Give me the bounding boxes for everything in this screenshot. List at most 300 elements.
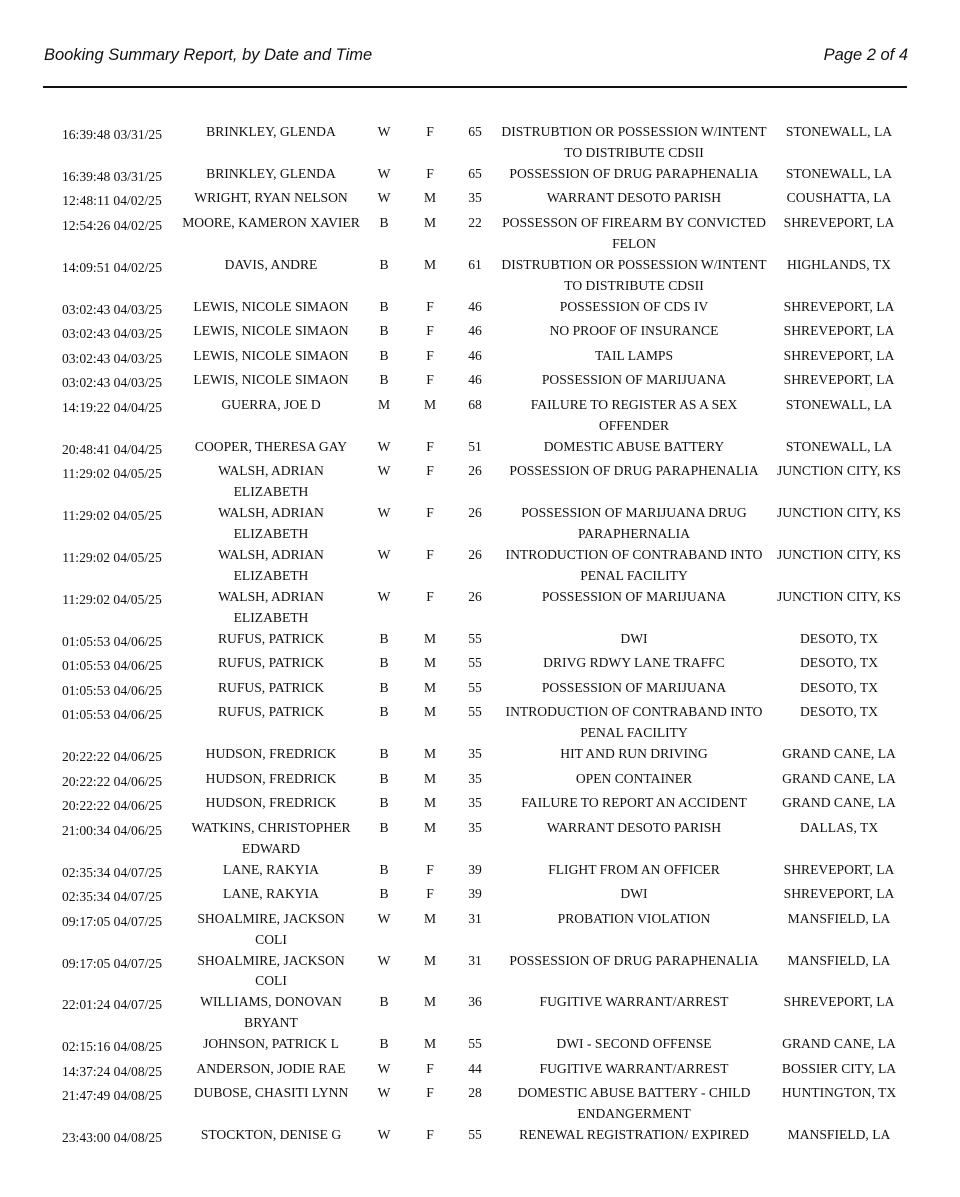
city: SHREVEPORT, LA (783, 861, 895, 877)
inmate-name-line: JOHNSON, PATRICK L (203, 1036, 339, 1052)
charge-line: POSSESSON OF FIREARM BY CONVICTED (502, 214, 766, 230)
charge (496, 744, 772, 765)
sex: M (423, 1036, 437, 1052)
city: DESOTO, TX (799, 679, 879, 695)
age: 46 (468, 298, 482, 314)
city: SHREVEPORT, LA (783, 886, 895, 902)
age: 46 (468, 323, 482, 339)
charge-line: FELON (612, 235, 656, 251)
charge-line: OFFENDER (598, 417, 670, 433)
table-row (0, 370, 960, 395)
inmate-name-line: EDWARD (241, 840, 301, 856)
race: W (377, 546, 391, 562)
inmate-name (175, 818, 367, 860)
charge-line: OPEN CONTAINER (575, 770, 693, 786)
race: W (377, 952, 391, 968)
inmate-name-line: COLI (255, 931, 287, 947)
sex: F (426, 323, 434, 339)
charge (496, 909, 772, 930)
race: W (377, 910, 391, 926)
race: B (379, 679, 389, 695)
age: 35 (468, 795, 482, 811)
charge (496, 255, 772, 297)
inmate-name-line: HUDSON, FREDRICK (205, 795, 337, 811)
age: 39 (468, 861, 482, 877)
charge (496, 1083, 772, 1125)
charge-line: POSSESSION OF MARIJUANA (541, 588, 727, 604)
table-row (0, 587, 960, 629)
inmate-name-line: LANE, RAKYIA (223, 886, 319, 902)
booking-datetime: 01:05:53 04/06/25 (61, 682, 163, 698)
booking-datetime: 02:15:16 04/08/25 (61, 1039, 163, 1055)
charge (496, 818, 772, 839)
charge (496, 769, 772, 790)
inmate-name-line: BRINKLEY, GLENDA (206, 124, 336, 139)
charge-line: WARRANT DESOTO PARISH (546, 819, 722, 835)
sex: F (426, 438, 434, 454)
table-row (0, 395, 960, 437)
race: B (379, 630, 389, 646)
booking-datetime: 11:29:02 04/05/25 (62, 591, 162, 607)
sex: F (426, 861, 434, 877)
booking-datetime: 20:22:22 04/06/25 (61, 798, 163, 814)
city: MANSFIELD, LA (787, 910, 891, 926)
race: W (377, 1085, 391, 1101)
inmate-name-line: LANE, RAKYIA (223, 861, 319, 877)
age: 36 (468, 994, 482, 1010)
sex: M (423, 679, 437, 695)
table-row (0, 678, 960, 703)
header-divider (43, 86, 907, 88)
city: MANSFIELD, LA (787, 952, 891, 968)
table-row (0, 769, 960, 794)
table-row (0, 255, 960, 297)
report-title: Booking Summary Report, by Date and Time (44, 46, 373, 64)
inmate-name (175, 370, 367, 391)
inmate-name-line: GUERRA, JOE D (221, 396, 321, 412)
age: 61 (468, 256, 482, 272)
charge-line: TO DISTRIBUTE CDSII (564, 277, 704, 293)
inmate-name-line: DUBOSE, CHASITI LYNN (193, 1085, 349, 1101)
city: GRAND CANE, LA (782, 795, 896, 811)
charge-line: POSSESSION OF DRUG PARAPHENALIA (509, 165, 759, 181)
inmate-name-line: STOCKTON, DENISE G (200, 1127, 342, 1143)
age: 55 (468, 655, 482, 671)
table-row (0, 346, 960, 371)
booking-datetime: 16:39:48 03/31/25 (61, 168, 163, 184)
race: W (377, 588, 391, 604)
age: 55 (468, 679, 482, 695)
booking-datetime: 14:37:24 04/08/25 (61, 1063, 163, 1079)
charge-line: NO PROOF OF INSURANCE (549, 323, 719, 339)
charge-line: PENAL FACILITY (580, 567, 688, 583)
booking-datetime: 02:35:34 04/07/25 (61, 889, 163, 905)
race: W (377, 438, 391, 454)
booking-datetime: 14:19:22 04/04/25 (61, 399, 163, 415)
inmate-name-line: LEWIS, NICOLE SIMAON (193, 372, 349, 388)
race: B (379, 770, 389, 786)
race: W (377, 463, 391, 479)
charge-line: POSSESSION OF MARIJUANA (541, 679, 727, 695)
city: STONEWALL, LA (785, 396, 893, 412)
booking-datetime: 20:48:41 04/04/25 (61, 441, 163, 457)
booking-datetime: 21:00:34 04/06/25 (61, 822, 163, 838)
age: 55 (468, 1036, 482, 1052)
charge (496, 992, 772, 1013)
inmate-name-line: ELIZABETH (233, 567, 309, 583)
age: 51 (468, 438, 482, 454)
race: B (379, 704, 389, 720)
inmate-name (175, 545, 367, 587)
inmate-name-line: COOPER, THERESA GAY (194, 438, 348, 454)
charge-line: DISTRUBTION OR POSSESSION W/INTENT (501, 124, 767, 139)
charge-line: DWI (620, 630, 648, 646)
charge (496, 951, 772, 972)
age: 26 (468, 505, 482, 521)
charge-line: TAIL LAMPS (594, 347, 674, 363)
inmate-name-line: HUDSON, FREDRICK (205, 746, 337, 762)
charge-line: POSSESSION OF CDS IV (559, 298, 709, 314)
inmate-name (175, 744, 367, 765)
race: B (379, 372, 389, 388)
inmate-name (175, 1059, 367, 1080)
table-row (0, 1083, 960, 1125)
city: JUNCTION CITY, KS (777, 588, 901, 604)
table-row (0, 122, 960, 164)
city: STONEWALL, LA (785, 124, 893, 139)
booking-datetime: 03:02:43 04/03/25 (61, 301, 163, 317)
charge (496, 164, 772, 185)
table-row (0, 793, 960, 818)
table-row (0, 818, 960, 860)
sex: M (423, 256, 437, 272)
sex: F (426, 463, 434, 479)
sex: F (426, 588, 434, 604)
sex: M (423, 746, 437, 762)
sex: M (423, 770, 437, 786)
sex: F (426, 124, 434, 139)
inmate-name (175, 992, 367, 1034)
age: 55 (468, 704, 482, 720)
race: B (379, 214, 389, 230)
charge (496, 437, 772, 458)
age: 26 (468, 588, 482, 604)
inmate-name (175, 769, 367, 790)
booking-datetime: 20:22:22 04/06/25 (61, 749, 163, 765)
table-row (0, 909, 960, 951)
table-row (0, 1034, 960, 1059)
table-row (0, 213, 960, 255)
booking-datetime: 03:02:43 04/03/25 (61, 350, 163, 366)
page-indicator: Page 2 of 4 (823, 46, 908, 64)
age: 55 (468, 630, 482, 646)
city: SHREVEPORT, LA (783, 347, 895, 363)
inmate-name-line: RUFUS, PATRICK (217, 704, 325, 720)
inmate-name (175, 1034, 367, 1055)
inmate-name (175, 884, 367, 905)
inmate-name-line: WRIGHT, RYAN NELSON (194, 190, 348, 206)
inmate-name (175, 164, 367, 185)
age: 55 (468, 1127, 482, 1143)
inmate-name-line: WALSH, ADRIAN (218, 463, 324, 479)
sex: F (426, 347, 434, 363)
city: JUNCTION CITY, KS (777, 463, 901, 479)
charge (496, 503, 772, 545)
booking-datetime: 23:43:00 04/08/25 (61, 1130, 163, 1146)
inmate-name-line: ELIZABETH (233, 609, 309, 625)
age: 28 (468, 1085, 482, 1101)
inmate-name (175, 702, 367, 723)
booking-datetime: 11:29:02 04/05/25 (62, 466, 162, 482)
inmate-name-line: SHOALMIRE, JACKSON (197, 952, 345, 968)
charge-line: INTRODUCTION OF CONTRABAND INTO (505, 546, 763, 562)
table-row (0, 503, 960, 545)
inmate-name-line: WILLIAMS, DONOVAN (200, 994, 342, 1010)
charge-line: FUGITIVE WARRANT/ARREST (539, 994, 729, 1010)
race: W (377, 505, 391, 521)
sex: M (423, 952, 437, 968)
inmate-name-line: ELIZABETH (233, 484, 309, 500)
table-row (0, 702, 960, 744)
sex: F (426, 1127, 434, 1143)
city: GRAND CANE, LA (782, 770, 896, 786)
inmate-name (175, 678, 367, 699)
booking-datetime: 01:05:53 04/06/25 (61, 707, 163, 723)
charge-line: PENAL FACILITY (580, 725, 688, 741)
table-row (0, 860, 960, 885)
charge-line: FAILURE TO REGISTER AS A SEX (530, 396, 738, 412)
age: 46 (468, 372, 482, 388)
inmate-name-line: WALSH, ADRIAN (218, 588, 324, 604)
inmate-name (175, 188, 367, 209)
age: 39 (468, 886, 482, 902)
charge (496, 884, 772, 905)
charge (496, 297, 772, 318)
city: STONEWALL, LA (785, 165, 893, 181)
booking-datetime: 11:29:02 04/05/25 (62, 549, 162, 565)
charge-line: DISTRUBTION OR POSSESSION W/INTENT (501, 256, 767, 272)
table-row (0, 1059, 960, 1084)
booking-datetime: 22:01:24 04/07/25 (61, 997, 163, 1013)
charge (496, 188, 772, 209)
charge (496, 395, 772, 437)
age: 31 (468, 910, 482, 926)
age: 26 (468, 546, 482, 562)
race: B (379, 819, 389, 835)
age: 31 (468, 952, 482, 968)
age: 35 (468, 770, 482, 786)
charge-line: INTRODUCTION OF CONTRABAND INTO (505, 704, 763, 720)
inmate-name (175, 1083, 367, 1104)
inmate-name-line: COLI (255, 973, 287, 989)
sex: M (423, 819, 437, 835)
table-row (0, 629, 960, 654)
race: M (377, 396, 391, 412)
city: JUNCTION CITY, KS (777, 505, 901, 521)
charge (496, 793, 772, 814)
charge-line: HIT AND RUN DRIVING (560, 746, 708, 762)
table-row (0, 951, 960, 993)
charge-line: POSSESSION OF MARIJUANA DRUG (521, 505, 747, 521)
age: 22 (468, 214, 482, 230)
inmate-name-line: LEWIS, NICOLE SIMAON (193, 323, 349, 339)
city: STONEWALL, LA (785, 438, 893, 454)
booking-datetime: 02:35:34 04/07/25 (61, 864, 163, 880)
race: B (379, 347, 389, 363)
sex: F (426, 1060, 434, 1076)
inmate-name (175, 503, 367, 545)
table-row (0, 744, 960, 769)
booking-datetime: 21:47:49 04/08/25 (61, 1088, 163, 1104)
table-row (0, 884, 960, 909)
sex: M (423, 396, 437, 412)
charge-line: FLIGHT FROM AN OFFICER (548, 861, 720, 877)
inmate-name-line: LEWIS, NICOLE SIMAON (193, 298, 349, 314)
race: W (377, 1060, 391, 1076)
inmate-name (175, 793, 367, 814)
race: B (379, 1036, 389, 1052)
inmate-name-line: HUDSON, FREDRICK (205, 770, 337, 786)
charge (496, 860, 772, 881)
table-row (0, 164, 960, 189)
charge-line: POSSESSION OF DRUG PARAPHENALIA (509, 952, 759, 968)
city: BOSSIER CITY, LA (781, 1060, 897, 1076)
charge-line: ENDANGERMENT (577, 1106, 691, 1122)
booking-table (0, 122, 960, 1150)
race: B (379, 994, 389, 1010)
inmate-name (175, 213, 367, 234)
city: HIGHLANDS, TX (787, 256, 891, 272)
city: DALLAS, TX (799, 819, 879, 835)
inmate-name (175, 297, 367, 318)
inmate-name-line: RUFUS, PATRICK (217, 679, 325, 695)
sex: F (426, 1085, 434, 1101)
booking-datetime: 01:05:53 04/06/25 (61, 633, 163, 649)
charge-line: PROBATION VIOLATION (557, 910, 711, 926)
inmate-name (175, 629, 367, 650)
sex: F (426, 886, 434, 902)
city: JUNCTION CITY, KS (777, 546, 901, 562)
table-row (0, 545, 960, 587)
city: GRAND CANE, LA (782, 746, 896, 762)
inmate-name (175, 909, 367, 951)
charge-line: POSSESSION OF MARIJUANA (541, 372, 727, 388)
charge (496, 1125, 772, 1146)
table-row (0, 461, 960, 503)
table-row (0, 188, 960, 213)
city: SHREVEPORT, LA (783, 214, 895, 230)
charge (496, 545, 772, 587)
table-row (0, 297, 960, 322)
table-row (0, 1125, 960, 1150)
inmate-name (175, 653, 367, 674)
race: W (377, 165, 391, 181)
charge-line: DOMESTIC ABUSE BATTERY (543, 438, 725, 454)
inmate-name (175, 951, 367, 993)
charge-line: WARRANT DESOTO PARISH (546, 190, 722, 206)
inmate-name (175, 321, 367, 342)
inmate-name (175, 255, 367, 276)
sex: M (423, 214, 437, 230)
city: MANSFIELD, LA (787, 1127, 891, 1143)
inmate-name-line: LEWIS, NICOLE SIMAON (193, 347, 349, 363)
booking-datetime: 01:05:53 04/06/25 (61, 658, 163, 674)
charge-line: FAILURE TO REPORT AN ACCIDENT (521, 795, 747, 811)
sex: M (423, 795, 437, 811)
inmate-name-line: ANDERSON, JODIE RAE (196, 1060, 346, 1076)
inmate-name-line: ELIZABETH (233, 525, 309, 541)
inmate-name (175, 1125, 367, 1146)
inmate-name (175, 437, 367, 458)
age: 35 (468, 746, 482, 762)
charge (496, 1059, 772, 1080)
booking-datetime: 11:29:02 04/05/25 (62, 508, 162, 524)
charge-line: FUGITIVE WARRANT/ARREST (539, 1060, 729, 1076)
sex: F (426, 505, 434, 521)
sex: F (426, 165, 434, 181)
charge (496, 461, 772, 482)
city: DESOTO, TX (799, 630, 879, 646)
race: B (379, 323, 389, 339)
inmate-name-line: RUFUS, PATRICK (217, 630, 325, 646)
city: SHREVEPORT, LA (783, 372, 895, 388)
city: HUNTINGTON, TX (781, 1085, 897, 1101)
inmate-name-line: MOORE, KAMERON XAVIER (182, 214, 360, 230)
inmate-name-line: BRINKLEY, GLENDA (206, 165, 336, 181)
charge-line: RENEWAL REGISTRATION/ EXPIRED (519, 1127, 749, 1143)
table-row (0, 653, 960, 678)
sex: M (423, 994, 437, 1010)
charge (496, 587, 772, 608)
booking-datetime: 09:17:05 04/07/25 (61, 913, 163, 929)
race: B (379, 256, 389, 272)
sex: M (423, 655, 437, 671)
booking-datetime: 14:09:51 04/02/25 (61, 259, 163, 275)
inmate-name-line: RUFUS, PATRICK (217, 655, 325, 671)
charge (496, 122, 772, 164)
race: B (379, 861, 389, 877)
sex: F (426, 546, 434, 562)
race: W (377, 190, 391, 206)
booking-datetime: 03:02:43 04/03/25 (61, 375, 163, 391)
race: B (379, 298, 389, 314)
inmate-name-line: WALSH, ADRIAN (218, 546, 324, 562)
charge (496, 346, 772, 367)
age: 65 (468, 165, 482, 181)
city: COUSHATTA, LA (786, 190, 892, 206)
inmate-name-line: BRYANT (244, 1015, 298, 1031)
charge-line: PARAPHERNALIA (577, 525, 691, 541)
age: 65 (468, 124, 482, 139)
table-row (0, 992, 960, 1034)
charge (496, 678, 772, 699)
race: B (379, 655, 389, 671)
age: 35 (468, 190, 482, 206)
charge-line: DRIVG RDWY LANE TRAFFC (543, 655, 725, 671)
inmate-name (175, 395, 367, 416)
age: 26 (468, 463, 482, 479)
race: B (379, 795, 389, 811)
report-header (44, 46, 908, 70)
charge-line: DOMESTIC ABUSE BATTERY - CHILD (517, 1085, 751, 1101)
inmate-name (175, 587, 367, 629)
table-row (0, 321, 960, 346)
charge-line: POSSESSION OF DRUG PARAPHENALIA (509, 463, 759, 479)
sex: M (423, 910, 437, 926)
charge-line: TO DISTRIBUTE CDSII (564, 144, 704, 160)
booking-datetime: 09:17:05 04/07/25 (61, 955, 163, 971)
booking-datetime: 16:39:48 03/31/25 (61, 127, 163, 142)
